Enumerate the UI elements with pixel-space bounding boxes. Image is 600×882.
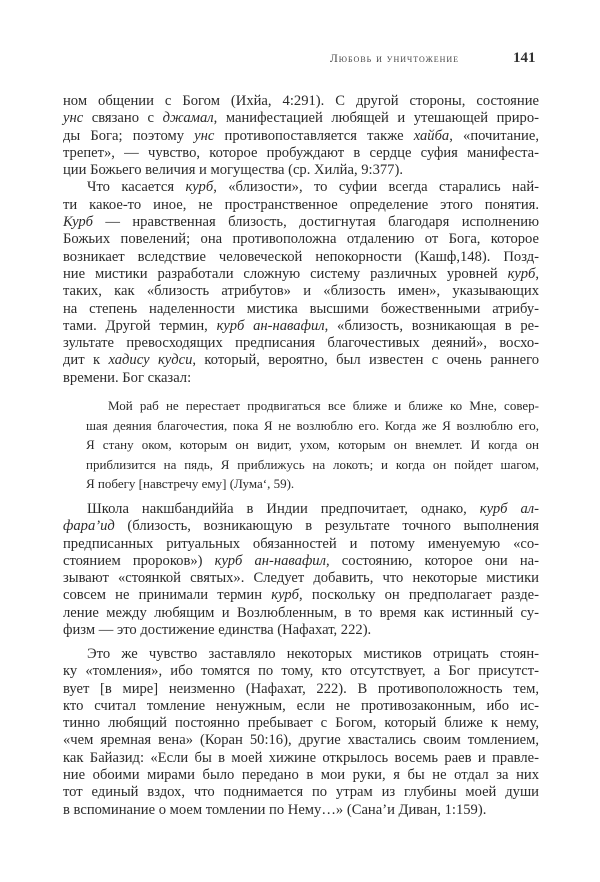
page-number: 141	[513, 50, 536, 66]
text-segment: Я стану оком, которым он видит, ухом, которым он внемлет. И когда он	[86, 437, 539, 453]
text-segment: ти какое-то иное, не пространственное определение этого понятия.	[63, 196, 539, 213]
text-segment: , поскольку он предполагает разде-	[299, 587, 539, 604]
text-segment: — нравственная близость, достигнутая благодаря исполнению	[93, 214, 539, 231]
text-segment: ние обоими мирами было передано в мои руки, я бы не отдал за них	[63, 767, 539, 784]
italic-term: джамал	[162, 110, 214, 127]
paragraph-block-3	[63, 646, 539, 819]
text-line	[86, 455, 539, 475]
text-line	[63, 110, 539, 127]
text-segment: ление между любящим и Возлюбленным, в то время как истинный су-	[63, 604, 539, 621]
italic-term: унс	[194, 127, 215, 144]
text-line	[63, 214, 539, 231]
text-line	[63, 784, 539, 801]
text-segment: совсем не принимали термин	[63, 587, 272, 604]
text-segment: тами. Другой термин,	[63, 317, 217, 334]
text-line	[63, 605, 539, 622]
text-segment: связано с	[83, 110, 163, 127]
text-line	[63, 767, 539, 784]
text-segment: на степень наделенности мистика высшими божественными атрибу-	[63, 300, 539, 317]
text-line	[63, 162, 539, 179]
text-segment: ды Бога; поэтому	[63, 127, 195, 144]
text-line	[86, 435, 539, 455]
text-line	[63, 501, 539, 518]
text-line	[63, 681, 539, 698]
text-segment: тот единый вздох, что поднимается по утрам из глубины моей души	[63, 784, 539, 801]
text-line	[63, 370, 539, 387]
text-segment: физм — это достижение единства (Нафахат, 222).	[63, 622, 372, 639]
text-segment: кто считал томление ненужным, если не противозаконным, ибо ис-	[63, 697, 539, 714]
block-quote	[86, 396, 539, 494]
text-line	[63, 715, 539, 732]
text-segment: , «близость, возникающая в ре-	[324, 317, 539, 334]
text-line	[63, 283, 539, 300]
text-line	[63, 249, 539, 266]
text-line	[63, 318, 539, 335]
text-segment: , который, вероятно, был известен с очень раннего	[192, 352, 539, 369]
text-line	[63, 570, 539, 587]
text-segment: , «близости», то суфии всегда старались най-	[213, 179, 539, 196]
running-header: Любовь и уничтожение	[330, 53, 460, 65]
text-segment: приблизится на пядь, Я приближусь на локоть; и когда он пойдет шагом,	[86, 456, 539, 472]
text-segment: как Байазид: «Если бы в моей хижине открылось восемь раев и правле-	[63, 749, 539, 766]
text-line	[63, 352, 539, 369]
text-line	[63, 179, 539, 196]
text-line	[63, 335, 539, 352]
italic-term: курб	[271, 587, 300, 604]
italic-term: курб	[185, 179, 214, 196]
text-line	[63, 231, 539, 248]
text-segment: Мой раб не перестает продвигаться все ближе и ближе ко Мне, совер-	[108, 398, 539, 413]
text-segment: в вспоминание о моем томлении по Нему…» (Сана’и Диван, 1:159).	[63, 801, 487, 818]
text-segment: трепет», — чувство, которое пробуждают в сердце суфия манифеста-	[63, 144, 539, 161]
text-line	[86, 474, 539, 494]
italic-term: курб ал-	[479, 501, 539, 517]
text-line	[63, 622, 539, 639]
text-line	[63, 663, 539, 680]
italic-term: курб ан-навафил	[214, 552, 326, 569]
text-segment: ние мистики разработали сложную систему различных уровней	[63, 265, 508, 282]
text-line	[63, 587, 539, 604]
text-segment: таких, как «близость атрибутов» и «близость имен», указывающих	[63, 283, 539, 300]
italic-term: фара’ид	[63, 518, 115, 535]
italic-term: унс	[63, 110, 84, 127]
text-segment: Это же чувство заставляло некоторых мистиков отрицать стоян-	[87, 646, 539, 662]
text-segment: противопоставляется также	[214, 127, 414, 144]
italic-term: курб	[507, 265, 536, 282]
text-line	[63, 266, 539, 283]
text-segment: дит к	[63, 352, 109, 369]
italic-term: Курб	[63, 214, 93, 231]
text-segment: Школа накшбандиййа в Индии предпочитает, однако,	[87, 501, 480, 517]
text-line	[63, 518, 539, 535]
text-segment: зультате превосходящих предписания благочестивых деяний», восхо-	[63, 335, 539, 352]
text-segment: ции Божьего величия и могущества (ср. Хилйа, 9:377).	[63, 162, 403, 179]
text-segment: Что касается	[87, 179, 186, 196]
text-segment: стоянием пророков»)	[63, 552, 215, 569]
text-segment: , «почитание,	[449, 127, 539, 144]
text-line	[63, 553, 539, 570]
text-segment: зывают «стоянкой святых». Следует добавить, что некоторые мистики	[63, 570, 539, 587]
paragraph-block-2	[63, 501, 539, 639]
text-line	[63, 732, 539, 749]
text-segment: тинно любящий постоянно пребывает с Богом, который ближе к нему,	[63, 715, 539, 732]
text-segment: времени. Бог сказал:	[63, 369, 192, 386]
text-segment: (близость, возникающую в результате точного выполнения	[114, 518, 539, 535]
text-segment: шая деяния благочестия, пока Я не возлюблю его. Когда же Я возлюблю его,	[86, 417, 539, 433]
text-segment: , манифестацией любящей и утешающей приро-	[213, 110, 539, 127]
italic-term: хадису кудси	[108, 352, 193, 369]
text-segment: , состоянию, которое они на-	[325, 552, 539, 569]
text-line	[63, 646, 539, 663]
text-segment: предписанных ритуальных обязанностей и потому именуемую «со-	[63, 535, 539, 552]
text-segment: Божьих повелений; она противоположна отдалению от Бога, которое	[63, 231, 539, 248]
text-segment: Я побегу [навстречу ему] (Лума‘, 59).	[86, 476, 295, 492]
text-line	[63, 197, 539, 214]
text-line	[63, 802, 539, 819]
text-segment: «чем яремная вена» (Коран 50:16), другие хвастались своим томлением,	[63, 732, 539, 749]
text-segment: ку «томления», ибо томятся по тому, кто отсутствует, а Бог присутст-	[63, 663, 539, 680]
text-line	[63, 128, 539, 145]
text-segment: ном общении с Богом (Ихйа, 4:291). С другой стороны, состояние	[63, 93, 539, 109]
italic-term: хайба	[413, 127, 450, 144]
text-line	[63, 93, 539, 110]
text-line	[86, 416, 539, 436]
text-line	[86, 396, 539, 416]
text-segment: возникает вследствие человеческой непокорности (Кашф,148). Позд-	[63, 248, 539, 265]
text-segment: ,	[535, 265, 539, 282]
text-line	[63, 536, 539, 553]
paragraph-block-1	[63, 93, 539, 387]
text-line	[63, 301, 539, 318]
text-line	[63, 750, 539, 767]
text-line	[63, 698, 539, 715]
text-line	[63, 145, 539, 162]
text-segment: вует [в мире] неизменно (Нафахат, 222). В противоположность тем,	[63, 680, 539, 697]
italic-term: курб ан-навафил	[216, 317, 325, 334]
